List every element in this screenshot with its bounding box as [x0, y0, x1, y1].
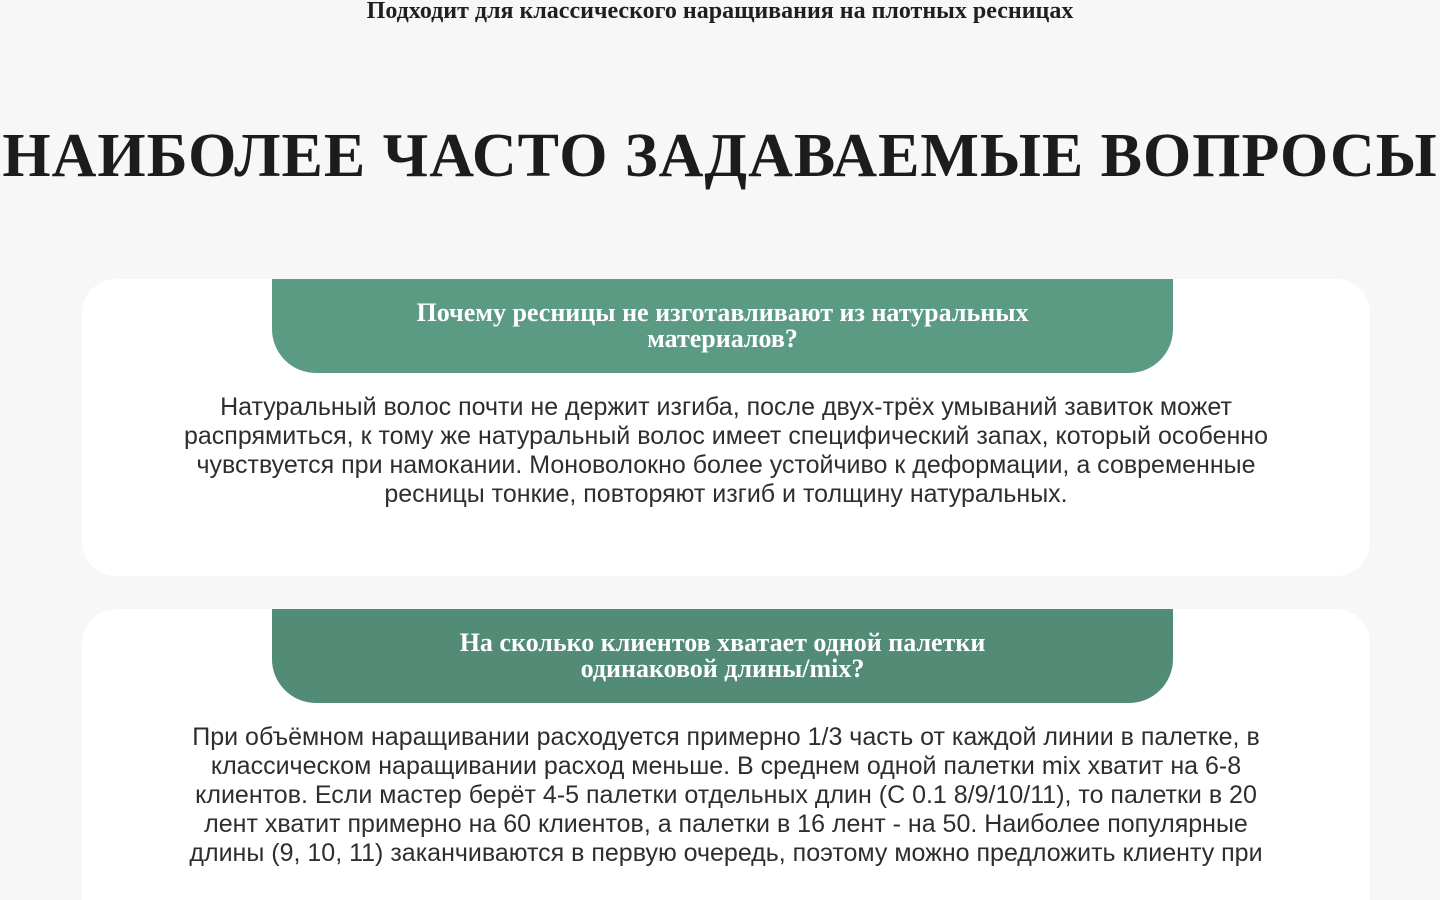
faq-title: НАИБОЛЕЕ ЧАСТО ЗАДАВАЕМЫЕ ВОПРОСЫ: [2, 122, 1438, 190]
section-subtitle: Подходит для классического наращивания на плотных ресницах: [366, 0, 1074, 24]
faq-item: [82, 279, 1370, 576]
faq-question[interactable]: Почему ресницы не изготавливают из натуральных материалов?: [272, 279, 1173, 373]
faq-item: [82, 609, 1370, 900]
faq-answer: При объёмном наращивании расходуется примерно 1/3 часть от каждой линии в палетке, в классическом наращивании расход меньше. В среднем одной палетки mix хватит на 6-8 клиентов. Если мастер берёт 4-5 палетки отдельных длин (C 0.1 8/9/10/11), то палетки в 20 лент хватит примерно на 60 клиентов, а палетки в 16 лент - на 50. Наиболее популярные длины (9, 10, 11) заканчиваются в первую очередь, поэтому можно предложить клиенту при: [189, 723, 1263, 867]
faq-answer: Натуральный волос почти не держит изгиба, после двух-трёх умываний завиток может распрямиться, к тому же натуральный волос имеет специфический запах, который особенно чувствуется при намокании. Моноволокно более устойчиво к деформации, а современные ресницы тонкие, повторяют изгиб и толщину натуральных.: [184, 393, 1268, 508]
faq-question[interactable]: На сколько клиентов хватает одной палетки одинаковой длины/mix?: [272, 609, 1173, 703]
